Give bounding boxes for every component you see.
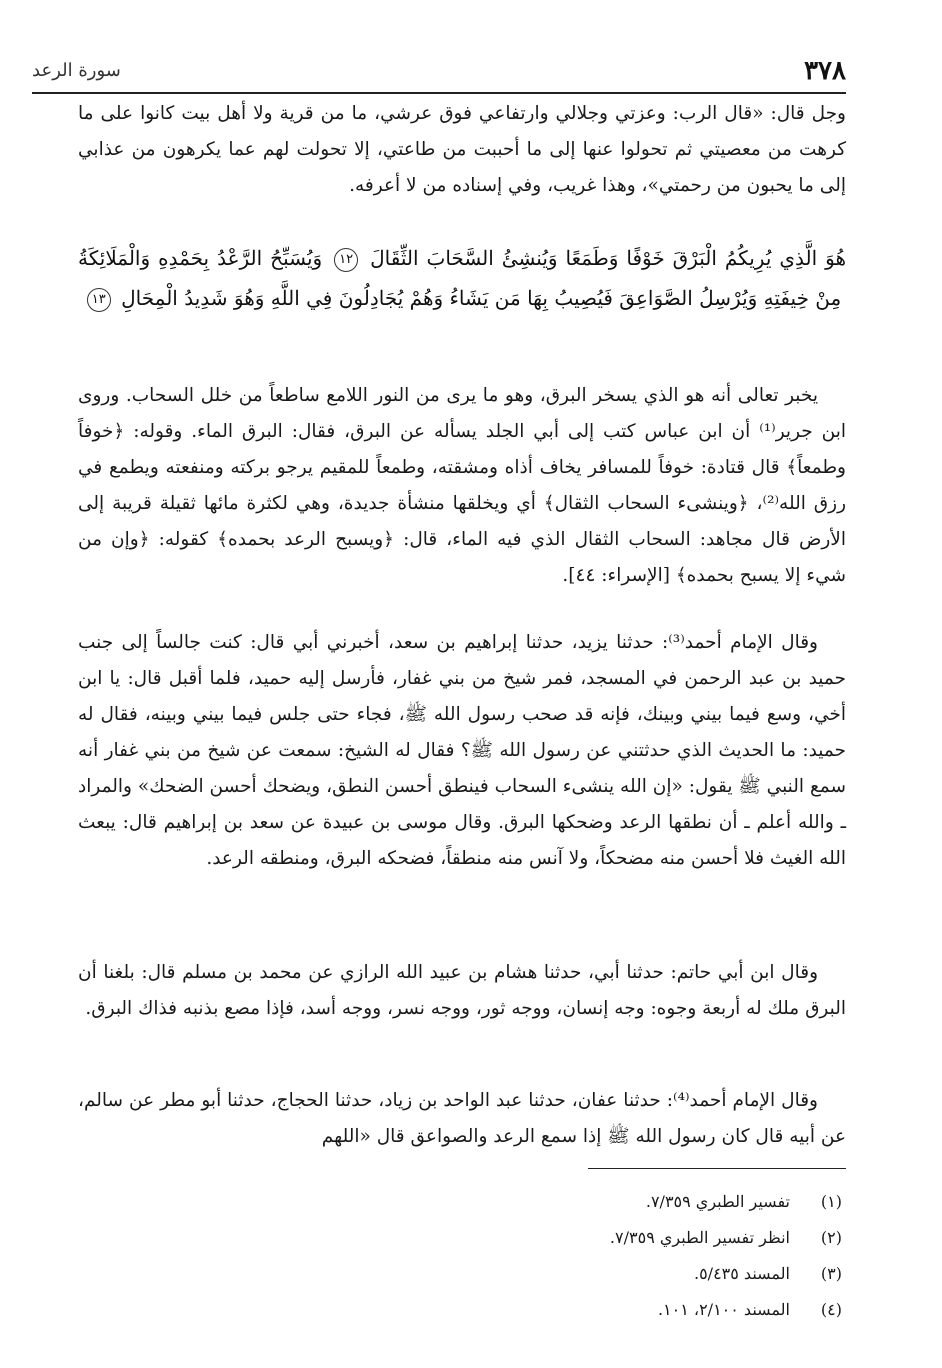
paragraph-ahmad-thunder: وقال الإمام أحمد⁽⁴⁾: حدثنا عفان، حدثنا عبد الواحد بن زياد، حدثنا الحجاج، حدثنا أبو مطر عن سالم، عن أبيه قال كان رسول الله ﷺ إذا سمع الرعد والصواعق قال «اللهم [78, 1090, 846, 1147]
footnotes-list [200, 1184, 842, 1328]
page-header [32, 52, 846, 94]
verse-12-text: هُوَ الَّذِي يُرِيكُمُ الْبَرْقَ خَوْفًا وَطَمَعًا وَيُنشِئُ السَّحَابَ الثِّقَالَ [370, 246, 847, 270]
footnote-number: (٢) [820, 1228, 842, 1247]
footnote-item [200, 1292, 842, 1328]
paragraph-hadith-end: وجل قال: «قال الرب: وعزتي وجلالي وارتفاعي فوق عرشي، ما من قرية ولا أهل بيت كانوا على ما كرهت من معصيتي ثم تحولوا عنها إلى ما أحببت من طاعتي، إلا تحولت لهم عما يكرهون من عذابي إلى ما يحبون من رحمتي»، وهذا غريب، وفي إسناده من لا أعرفه. [78, 103, 846, 196]
footnote-item [200, 1256, 842, 1292]
paragraph-ibn-abi-hatim: وقال ابن أبي حاتم: حدثنا أبي، حدثنا هشام بن عبيد الله الرازي عن محمد بن مسلم قال: بلغنا أن البرق ملك له أربعة وجوه: وجه إنسان، ووجه ثور، ووجه نسر، ووجه أسد، فإذا مصع بذنبه فذاك البرق. [78, 962, 846, 1019]
page-number: ٣٧٨ [804, 56, 846, 86]
ayah-number-12: ١٢ [334, 248, 358, 272]
footnote-number: (٣) [820, 1264, 842, 1283]
footnote-number: (٤) [820, 1300, 842, 1319]
footnote-text: انظر تفسير الطبري ٧/٣٥٩. [609, 1228, 790, 1247]
footnote-text: المسند ٥/٤٣٥. [693, 1264, 790, 1283]
footnote-item [200, 1184, 842, 1220]
quran-verse-block [78, 238, 846, 318]
footnote-text: المسند ٢/١٠٠، ١٠١. [657, 1300, 790, 1319]
footnote-text: تفسير الطبري ٧/٣٥٩. [645, 1192, 790, 1211]
paragraph-tafsir-lightning: يخبر تعالى أنه هو الذي يسخر البرق، وهو ما يرى من النور اللامع ساطعاً من خلل السحاب. وروى ابن جرير⁽¹⁾ أن ابن عباس كتب إلى أبي الجلد يسأله عن البرق، فقال: البرق الماء. وقوله: ﴿خوفاً وطمعاً﴾ قال قتادة: خوفاً للمسافر يخاف أذاه ومشقته، وطمعاً للمقيم يرجو بركته ومنفعته ويطمع في رزق الله⁽²⁾، ﴿وينشىء السحاب الثقال﴾ أي ويخلقها منشأة جديدة، وهي لكثرة مائها ثقيلة قريبة إلى الأرض قال مجاهد: السحاب الثقال الذي فيه الماء، قال: ﴿ويسبح الرعد بحمده﴾ كقوله: ﴿وإن من شيء إلا يسبح بحمده﴾ [الإسراء: ٤٤]. [78, 385, 847, 586]
footnote-number: (١) [820, 1192, 842, 1211]
footnote-separator [588, 1168, 846, 1169]
verse-13-text: وَيُسَبِّحُ الرَّعْدُ بِحَمْدِهِ وَالْمَلَائِكَةُ مِنْ خِيفَتِهِ وَيُرْسِلُ الصَّوَاعِقَ فَيُصِيبُ بِهَا مَن يَشَاءُ وَهُمْ يُجَادِلُونَ فِي اللَّهِ وَهُوَ شَدِيدُ الْمِحَالِ [78, 246, 842, 310]
footnote-item [200, 1220, 842, 1256]
surah-title: سورة الرعد [32, 60, 121, 81]
paragraph-ahmad-hadith: وقال الإمام أحمد⁽³⁾: حدثنا يزيد، حدثنا إبراهيم بن سعد، أخبرني أبي قال: كنت جالساً إلى جنب حميد بن عبد الرحمن في المسجد، فمر شيخ من بني غفار، فأرسل إليه حميد، فلما أقبل قال: يا ابن أخي، وسع فيما بيني وبينك، فإنه قد صحب رسول الله ﷺ، فجاء حتى جلس فيما بيني وبينه، فقال له حميد: ما الحديث الذي حدثتني عن رسول الله ﷺ؟ فقال له الشيخ: سمعت عن شيخ من بني غفار أنه سمع النبي ﷺ يقول: «إن الله ينشىء السحاب فينطق أحسن النطق، ويضحك أحسن الضحك» والمراد ـ والله أعلم ـ أن نطقها الرعد وضحكها البرق. وقال موسى بن عبيدة عن سعد بن إبراهيم قال: يبعث الله الغيث فلا أحسن منه مضحكاً، ولا آنس منه منطقاً، فضحكه البرق، ومنطقه الرعد. [78, 632, 846, 869]
ayah-number-13: ١٣ [87, 288, 111, 312]
